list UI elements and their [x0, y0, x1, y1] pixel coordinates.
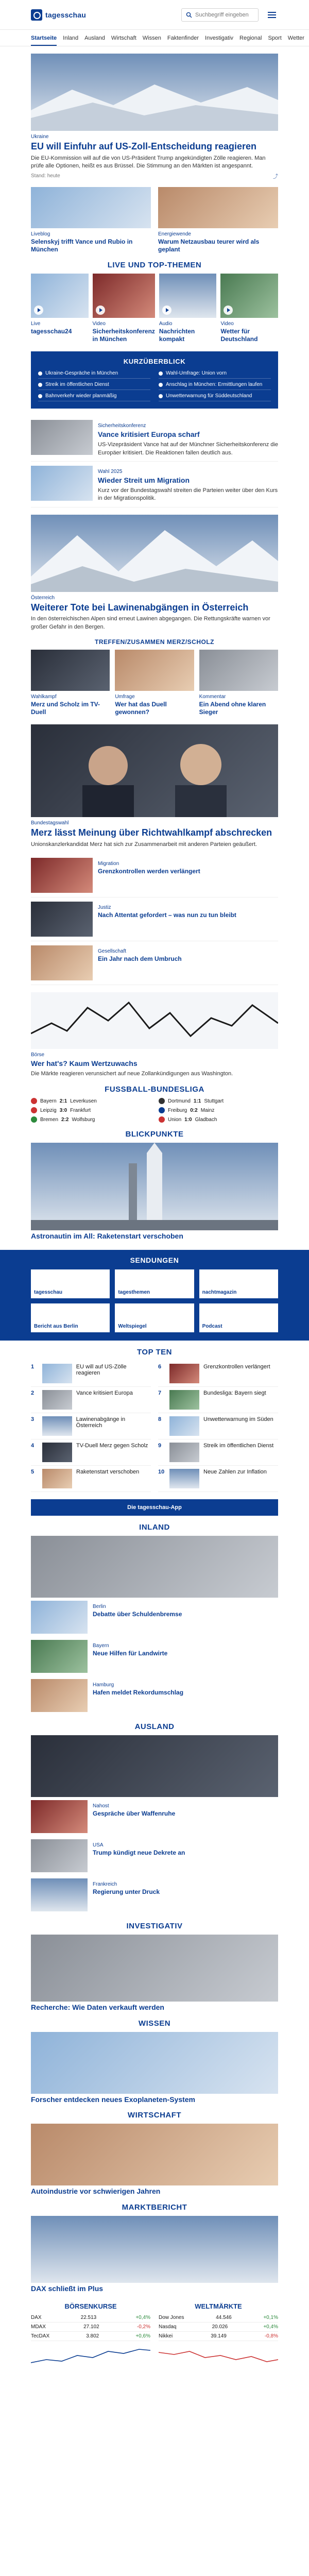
away-team: Wolfsburg: [72, 1116, 95, 1123]
bundesliga-section-title: FUSSBALL-BUNDESLIGA: [105, 1085, 204, 1094]
topten-item[interactable]: 6 Grenzkontrollen verlängert: [158, 1361, 278, 1387]
boerse-row[interactable]: [159, 2313, 278, 2323]
feature-image: [31, 515, 278, 592]
wirtschaft-image[interactable]: [31, 2124, 278, 2185]
match-score: 0:2: [190, 1107, 198, 1113]
nav-item[interactable]: Faktenfinder: [167, 35, 199, 41]
boerse-left: [31, 2302, 150, 2369]
bullet-icon: [159, 371, 163, 376]
sendungen-grid: [31, 1269, 278, 1332]
live-title[interactable]: Wetter für Deutschland: [220, 328, 258, 343]
feature-teaser: In den österreichischen Alpen sind erneut Lawinen abgegangen. Die Rettungskräfte warnen vor großer Gefahr in den Bergen.: [31, 616, 270, 630]
topten-item[interactable]: 5 Raketenstart verschoben: [31, 1466, 151, 1492]
home-team: Union: [168, 1116, 182, 1123]
ausland-image: [31, 1839, 88, 1872]
hero-image-art: [31, 54, 278, 131]
live-title[interactable]: Sicherheitskonferenz in München: [92, 328, 155, 343]
live-card[interactable]: [31, 274, 89, 343]
index-value: 39.149: [211, 2333, 227, 2340]
list-image: [31, 858, 93, 893]
teaser-title[interactable]: Selenskyj trifft Vance und Rubio in München: [31, 238, 133, 253]
topten-image: [169, 1364, 199, 1383]
feature-article[interactable]: [31, 515, 278, 631]
kurz-text: Wahl-Umfrage: Union vorn: [166, 370, 227, 377]
portrait-art: [31, 724, 278, 817]
site-header: [0, 0, 309, 30]
live-card[interactable]: [93, 274, 155, 343]
live-card[interactable]: [220, 274, 278, 343]
teaser-card[interactable]: [158, 187, 278, 253]
feature-title[interactable]: Weiterer Tote bei Lawinenabgängen in Österreich: [31, 602, 249, 613]
search-placeholder: Suchbegriff eingeben: [195, 11, 249, 18]
match-row[interactable]: [159, 1116, 278, 1123]
inland-topline: Bayern: [93, 1642, 109, 1649]
nav-item[interactable]: Sport: [268, 35, 282, 41]
kurz-item[interactable]: [159, 393, 271, 401]
match-row[interactable]: [159, 1107, 278, 1113]
nav-item[interactable]: Ausland: [84, 35, 105, 41]
ausland-topline: Frankreich: [93, 1881, 117, 1887]
home-team: Leipzig: [40, 1107, 57, 1113]
ausland-title[interactable]: Regierung unter Druck: [93, 1888, 160, 1895]
sendung-tile[interactable]: Weltspiegel: [115, 1303, 194, 1332]
inland-item[interactable]: [31, 1676, 278, 1715]
article-title[interactable]: Wieder Streit um Migration: [98, 476, 190, 484]
merz-card[interactable]: [115, 650, 194, 716]
inland-image: [31, 1601, 88, 1634]
brand-name: tagesschau: [45, 10, 87, 19]
ausland-title[interactable]: Trump kündigt neue Dekrete an: [93, 1849, 185, 1856]
sendung-tile[interactable]: nachtmagazin: [199, 1269, 278, 1298]
index-name: DAX: [31, 2315, 42, 2321]
index-name: MDAX: [31, 2324, 46, 2330]
bullet-icon: [38, 383, 42, 387]
topten-title: EU will auf US-Zölle reagieren: [76, 1363, 127, 1376]
investigativ-title[interactable]: Recherche: Wie Daten verkauft werden: [31, 2003, 164, 2011]
boerse-box: [31, 2302, 278, 2369]
hero-article[interactable]: [31, 54, 278, 180]
topten-title: Raketenstart verschoben: [76, 1468, 140, 1475]
topten-image: [42, 1364, 72, 1383]
home-team: Bayern: [40, 1098, 57, 1104]
live-topline: Audio: [159, 321, 173, 327]
live-image: [220, 274, 278, 318]
topten-title: Vance kritisiert Europa: [76, 1389, 133, 1396]
inland-image: [31, 1679, 88, 1712]
topten-title: Unwetterwarnung im Süden: [203, 1416, 273, 1422]
play-icon[interactable]: [224, 306, 233, 315]
sendung-tile[interactable]: tagesschau: [31, 1269, 110, 1298]
teaser-topline: Liveblog: [31, 231, 50, 238]
live-image: [31, 274, 89, 318]
merz-card[interactable]: [31, 650, 110, 716]
stock-feature[interactable]: [31, 992, 278, 1078]
nav-item[interactable]: Inland: [63, 35, 79, 41]
merz-topline: Wahlkampf: [31, 693, 57, 700]
kurz-text: Unwetterwarnung für Süddeutschland: [166, 393, 252, 399]
article-image: [31, 466, 93, 501]
big-article-topline: Bundestagswahl: [31, 820, 69, 826]
blickpunkt-article[interactable]: [31, 1143, 278, 1241]
sendung-tile[interactable]: tagesthemen: [115, 1269, 194, 1298]
logo-icon: [31, 9, 42, 21]
merz-image: [199, 650, 278, 691]
article-teaser: Kurz vor der Bundestagswahl streiten die Parteien weiter über den Kurs in der Migrationspolitik.: [98, 487, 278, 502]
ausland-item[interactable]: [31, 1836, 278, 1875]
topten-image: [42, 1416, 72, 1436]
topten-item[interactable]: 1 EU will auf US-Zölle reagieren: [31, 1361, 151, 1387]
list-item[interactable]: [31, 941, 278, 985]
match-row[interactable]: [31, 1116, 150, 1123]
index-change: +0,6%: [135, 2333, 150, 2340]
bullet-icon: [159, 383, 163, 387]
inland-title[interactable]: Debatte über Schuldenbremse: [93, 1610, 182, 1618]
inland-lead-image[interactable]: [31, 1536, 278, 1598]
away-team: Stuttgart: [204, 1098, 224, 1104]
topten-title: Lawinenabgänge in Österreich: [76, 1416, 126, 1429]
nav-item[interactable]: Wissen: [142, 35, 161, 41]
kurz-item[interactable]: [159, 370, 271, 379]
list-title[interactable]: Nach Attentat gefordert – was nun zu tun bleibt: [98, 911, 236, 919]
merz-image: [31, 650, 110, 691]
index-sparkline: [31, 2344, 150, 2368]
topten-section-title: TOP TEN: [137, 1347, 172, 1357]
club-icon: [159, 1098, 165, 1104]
play-icon[interactable]: [162, 306, 171, 315]
article-list: [31, 854, 278, 985]
blickpunkt-section-title: BLICKPUNKTE: [125, 1130, 184, 1139]
index-name: Nikkei: [159, 2333, 173, 2340]
index-change: +0,1%: [263, 2315, 278, 2321]
ausland-image: [31, 1878, 88, 1911]
merz-grid: [31, 650, 278, 716]
share-icon[interactable]: ⤴: [273, 174, 278, 180]
list-image: [31, 902, 93, 937]
nav-item[interactable]: Wetter: [287, 35, 304, 41]
hero-topline: Ukraine: [31, 134, 49, 140]
two-col-teasers: [31, 187, 278, 253]
kurz-text: Streik im öffentlichen Dienst: [45, 382, 109, 388]
article-title[interactable]: Vance kritisiert Europa scharf: [98, 430, 200, 439]
club-icon: [159, 1107, 165, 1113]
sendungen-title: SENDUNGEN: [130, 1256, 179, 1264]
boerse-row[interactable]: [159, 2323, 278, 2332]
index-value: 20.026: [212, 2324, 228, 2330]
index-change: -0,2%: [136, 2324, 150, 2330]
inland-title[interactable]: Hafen meldet Rekordumschlag: [93, 1688, 184, 1696]
big-article-title[interactable]: Merz lässt Meinung über Richtwahlkampf abschrecken: [31, 827, 272, 838]
ausland-item[interactable]: [31, 1797, 278, 1836]
article-topline: Sicherheitskonferenz: [98, 423, 146, 429]
ausland-title[interactable]: Gespräche über Waffenruhe: [93, 1809, 176, 1817]
ausland-topline: USA: [93, 1842, 104, 1848]
topten-item[interactable]: 10 Neue Zahlen zur Inflation: [158, 1466, 278, 1492]
topten-image: [42, 1390, 72, 1410]
live-title[interactable]: tagesschau24: [31, 328, 72, 335]
blickpunkt-image: [31, 1143, 278, 1230]
menu-icon[interactable]: [266, 9, 278, 21]
article-topline: Wahl 2025: [98, 468, 123, 474]
away-team: Leverkusen: [70, 1098, 97, 1104]
bullet-icon: [159, 394, 163, 398]
live-topline: Live: [31, 321, 41, 327]
inland-topline: Berlin: [93, 1603, 106, 1609]
index-value: 27.102: [83, 2324, 99, 2330]
match-score: 1:0: [184, 1116, 192, 1123]
index-value: 22.513: [80, 2315, 97, 2321]
match-score: 3:0: [59, 1107, 67, 1113]
marktbericht-title[interactable]: DAX schließt im Plus: [31, 2284, 104, 2293]
nav-item[interactable]: Regional: [239, 35, 262, 41]
kurz-item[interactable]: [159, 382, 271, 390]
kurz-text: Anschlag in München: Ermittlungen laufen: [166, 382, 263, 388]
boerse-row[interactable]: [31, 2332, 150, 2341]
live-image: [159, 274, 217, 318]
stock-chart-art: [31, 992, 278, 1049]
investigativ-image[interactable]: [31, 1935, 278, 2002]
away-team: Frankfurt: [70, 1107, 91, 1113]
brand-logo[interactable]: [31, 9, 86, 21]
live-topline: Video: [220, 321, 234, 327]
kurz-title: KURZÜBERBLICK: [123, 358, 186, 366]
stock-title[interactable]: Wer hat's? Kaum Wertzuwachs: [31, 1059, 138, 1067]
topten-image: [42, 1469, 72, 1488]
merz-image: [115, 650, 194, 691]
list-topline: Gesellschaft: [98, 948, 127, 954]
main-content: [31, 54, 278, 1241]
merz-card[interactable]: [199, 650, 278, 716]
play-icon[interactable]: [96, 306, 105, 315]
mountain-art: [31, 515, 278, 592]
kurz-text: Ukraine-Gespräche in München: [45, 370, 118, 377]
wissen-section-title: WISSEN: [138, 2019, 171, 2028]
merz-title[interactable]: Merz und Scholz im TV-Duell: [31, 700, 100, 716]
rocket-art: [31, 1143, 278, 1230]
index-change: +0,4%: [263, 2324, 278, 2330]
boerse-left-title: BÖRSENKURSE: [64, 2302, 117, 2311]
list-image: [31, 945, 93, 980]
article-teaser: US-Vizepräsident Vance hat auf der Münchner Sicherheitskonferenz die Europäer kritisiert. Die Reaktionen fallen deutlich aus.: [98, 442, 278, 456]
stock-teaser: Die Märkte reagieren verunsichert auf neue Zollankündigungen aus Washington.: [31, 1070, 233, 1077]
teaser-title[interactable]: Warum Netzausbau teurer wird als geplant: [158, 238, 260, 253]
merz-section-title: TREFFEN/ZUSAMMEN MERZ/SCHOLZ: [95, 638, 214, 646]
topten-item[interactable]: 2 Vance kritisiert Europa: [31, 1387, 151, 1413]
hero-teaser: Die EU-Kommission will auf die von US-Präsident Trump angekündigten Zölle reagieren. Man prüfe alle Optionen, heißt es aus Brüssel. Die Stimmung an den Märkten ist angespannt.: [31, 155, 266, 169]
topten-grid: [31, 1361, 278, 1492]
ausland-image: [31, 1800, 88, 1833]
big-article-teaser: Unionskanzlerkandidat Merz hat sich zur Zusammenarbeit mit anderen Parteien geäußert.: [31, 841, 257, 848]
inland-title[interactable]: Neue Hilfen für Landwirte: [93, 1649, 168, 1657]
boerse-right-title: WELTMÄRKTE: [195, 2302, 242, 2311]
marktbericht-section-title: MARKTBERICHT: [122, 2203, 187, 2212]
live-title[interactable]: Nachrichten kompakt: [159, 328, 195, 343]
wissen-image[interactable]: [31, 2032, 278, 2094]
home-team: Bremen: [40, 1116, 59, 1123]
big-article[interactable]: [31, 724, 278, 849]
topten-title: Bundesliga: Bayern siegt: [203, 1389, 266, 1396]
kurz-item[interactable]: [38, 393, 150, 401]
main-nav: [0, 30, 309, 46]
topten-image: [169, 1469, 199, 1488]
list-title[interactable]: Ein Jahr nach dem Umbruch: [98, 955, 182, 962]
play-icon[interactable]: [34, 306, 43, 315]
list-topline: Justiz: [98, 904, 111, 910]
hero-title[interactable]: EU will Einfuhr auf US-Zoll-Entscheidung reagieren: [31, 141, 257, 151]
inland-item[interactable]: [31, 1637, 278, 1676]
topten-item[interactable]: 4 TV-Duell Merz gegen Scholz: [31, 1439, 151, 1466]
inland-image: [31, 1640, 88, 1673]
boerse-row[interactable]: [31, 2323, 150, 2332]
kurz-box: [31, 351, 278, 409]
index-name: Nasdaq: [159, 2324, 177, 2330]
hero-date: Stand: heute: [31, 173, 60, 179]
search-field[interactable]: [181, 8, 259, 22]
match-row[interactable]: [159, 1098, 278, 1104]
stock-image: [31, 992, 278, 1049]
ausland-lead-image[interactable]: [31, 1735, 278, 1797]
hero-meta: [31, 172, 278, 180]
bullet-icon: [38, 394, 42, 398]
kurz-list: [38, 370, 271, 401]
merz-title[interactable]: Ein Abend ohne klaren Sieger: [199, 700, 266, 716]
live-topline: Video: [92, 321, 106, 327]
ausland-topline: Nahost: [93, 1803, 109, 1809]
app-banner[interactable]: Die tagesschau-App: [31, 1499, 278, 1516]
kurz-item[interactable]: [38, 370, 150, 379]
bundesliga-table: [31, 1098, 278, 1123]
index-name: Dow Jones: [159, 2315, 184, 2321]
merz-topline: Kommentar: [199, 693, 226, 700]
home-team: Dortmund: [168, 1098, 191, 1104]
nav-item[interactable]: Wirtschaft: [111, 35, 136, 41]
merz-title[interactable]: Wer hat das Duell gewonnen?: [115, 700, 167, 716]
club-icon: [31, 1098, 37, 1104]
club-icon: [31, 1116, 37, 1123]
index-sparkline: [159, 2344, 278, 2368]
teaser-image: [31, 187, 151, 228]
kurz-text: Bahnverkehr wieder planmäßig: [45, 393, 117, 399]
inland-topline: Hamburg: [93, 1682, 114, 1688]
live-cards: [31, 274, 278, 343]
match-row[interactable]: [31, 1107, 150, 1113]
live-card[interactable]: [159, 274, 217, 343]
kurz-item[interactable]: [38, 382, 150, 390]
feature-topline: Österreich: [31, 595, 55, 601]
inland-item[interactable]: [31, 1598, 278, 1637]
home-team: Freiburg: [168, 1107, 187, 1113]
big-article-image: [31, 724, 278, 817]
sendung-tile[interactable]: Bericht aus Berlin: [31, 1303, 110, 1332]
investigativ-section-title: INVESTIGATIV: [126, 1921, 183, 1930]
nav-item[interactable]: Startseite: [31, 35, 57, 46]
wirtschaft-title[interactable]: Autoindustrie vor schwierigen Jahren: [31, 2187, 161, 2196]
teaser-image: [158, 187, 278, 228]
topten-item[interactable]: 8 Unwetterwarnung im Süden: [158, 1413, 278, 1439]
topten-image: [169, 1390, 199, 1410]
inland-section-title: INLAND: [139, 1522, 170, 1532]
topten-image: [42, 1443, 72, 1462]
away-team: Gladbach: [195, 1116, 217, 1123]
nav-item[interactable]: Investigativ: [205, 35, 234, 41]
topten-title: TV-Duell Merz gegen Scholz: [76, 1442, 148, 1449]
article-row[interactable]: [31, 416, 278, 462]
away-team: Mainz: [200, 1107, 215, 1113]
club-icon: [159, 1116, 165, 1123]
ausland-item[interactable]: [31, 1875, 278, 1914]
club-icon: [31, 1107, 37, 1113]
topten-item[interactable]: 7 Bundesliga: Bayern siegt: [158, 1387, 278, 1413]
topten-image: [169, 1416, 199, 1436]
marktbericht-image[interactable]: [31, 2216, 278, 2283]
match-row[interactable]: [31, 1098, 150, 1104]
index-change: -0,8%: [264, 2333, 278, 2340]
index-change: +0,4%: [135, 2315, 150, 2321]
teaser-topline: Energiewende: [158, 231, 191, 238]
match-score: 1:1: [193, 1098, 201, 1104]
ausland-section-title: AUSLAND: [134, 1722, 175, 1731]
topten-title: Grenzkontrollen verlängert: [203, 1363, 270, 1370]
topten-title: Neue Zahlen zur Inflation: [203, 1468, 267, 1475]
wirtschaft-section-title: WIRTSCHAFT: [127, 2111, 182, 2120]
merz-topline: Umfrage: [115, 693, 135, 700]
boerse-row[interactable]: [31, 2313, 150, 2323]
article-image: [31, 420, 93, 455]
match-score: 2:1: [59, 1098, 67, 1104]
live-section-title: LIVE UND TOP-THEMEN: [107, 261, 202, 270]
list-item[interactable]: [31, 854, 278, 897]
topten-image: [169, 1443, 199, 1462]
bullet-icon: [38, 371, 42, 376]
match-score: 2:2: [61, 1116, 69, 1123]
list-title[interactable]: Grenzkontrollen werden verlängert: [98, 867, 200, 875]
blickpunkt-title[interactable]: Astronautin im All: Raketenstart verschoben: [31, 1232, 183, 1241]
index-value: 3.802: [86, 2333, 99, 2340]
live-image: [93, 274, 155, 318]
hero-image: [31, 54, 278, 131]
search-icon: [186, 12, 192, 18]
sendungen-box: [0, 1250, 309, 1341]
topten-item[interactable]: 3 Lawinenabgänge in Österreich: [31, 1413, 151, 1439]
topten-item[interactable]: 9 Streik im öffentlichen Dienst: [158, 1439, 278, 1466]
stock-topline: Börse: [31, 1052, 45, 1058]
index-value: 44.546: [216, 2315, 232, 2321]
list-topline: Migration: [98, 860, 119, 867]
index-name: TecDAX: [31, 2333, 50, 2340]
sendung-tile[interactable]: Podcast: [199, 1303, 278, 1332]
wissen-title[interactable]: Forscher entdecken neues Exoplaneten-System: [31, 2095, 195, 2104]
teaser-card[interactable]: [31, 187, 151, 253]
topten-title: Streik im öffentlichen Dienst: [203, 1442, 274, 1449]
boerse-right: [159, 2302, 278, 2369]
boerse-row[interactable]: [159, 2332, 278, 2341]
article-row[interactable]: [31, 462, 278, 507]
list-item[interactable]: [31, 897, 278, 941]
